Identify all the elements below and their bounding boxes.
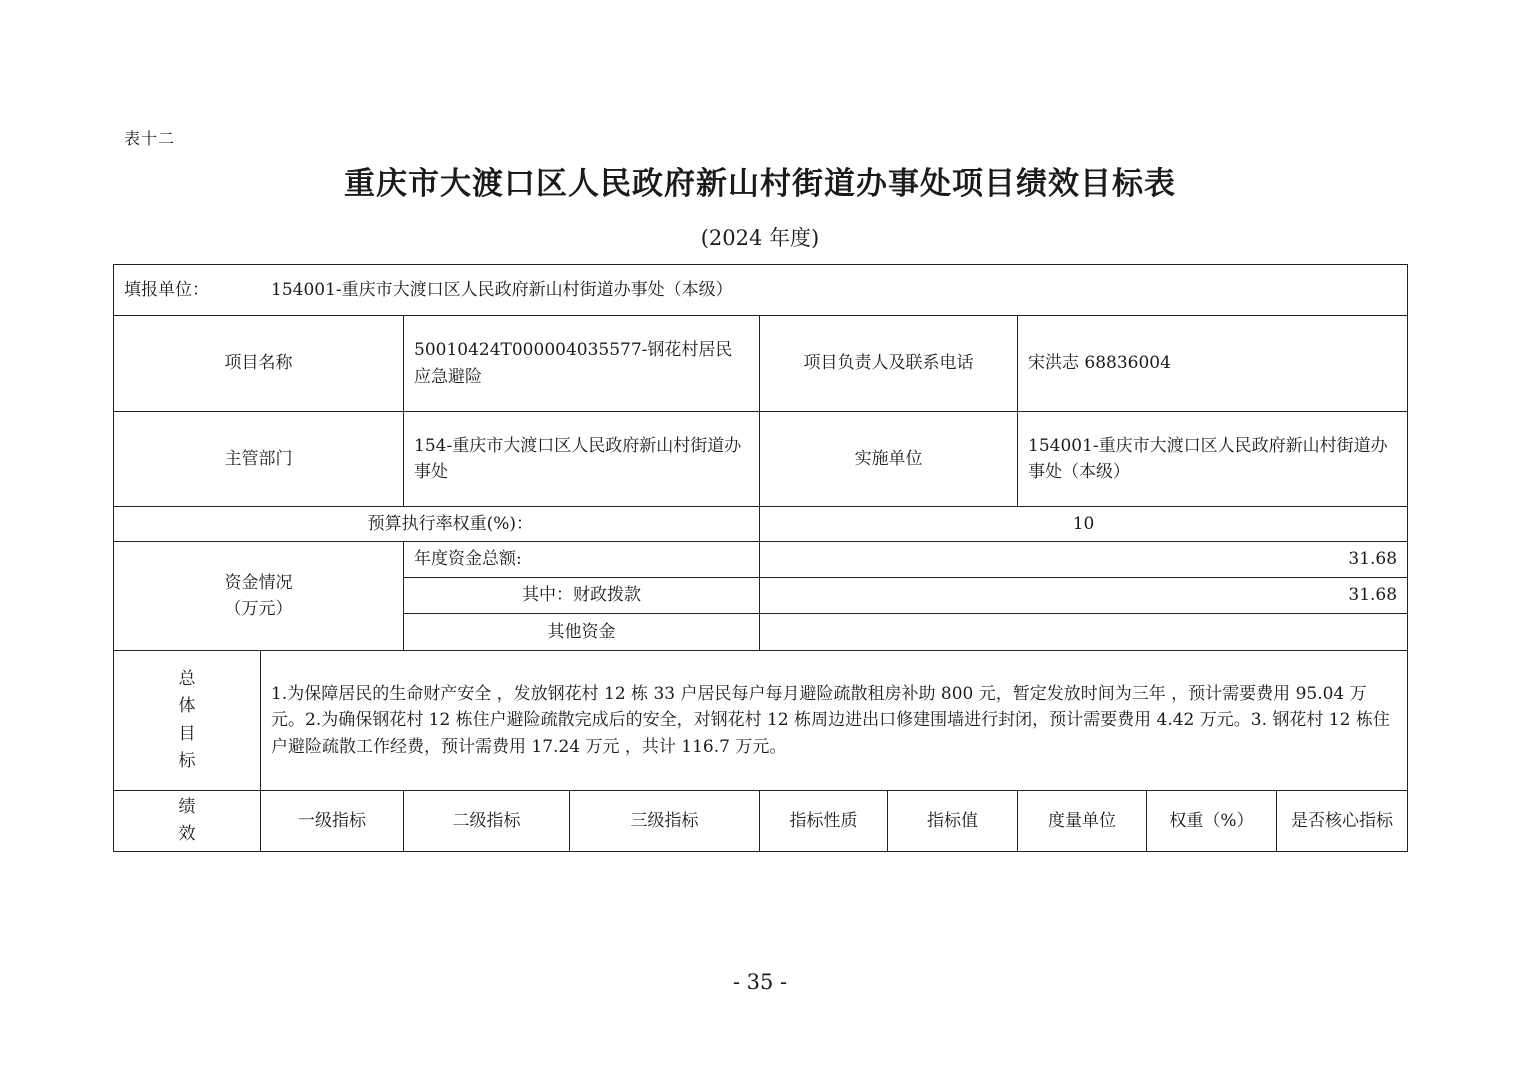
fill-unit-row bbox=[114, 265, 1408, 316]
document-year: (2024 年度) bbox=[700, 226, 820, 250]
department-row bbox=[114, 412, 1408, 507]
fill-unit-label: 填报单位： bbox=[124, 279, 209, 300]
overall-goal-row bbox=[114, 651, 1408, 791]
annual-total-label: 年度资金总额: bbox=[404, 542, 760, 578]
impl-label: 实施单位 bbox=[760, 412, 1018, 507]
fill-unit-cell bbox=[114, 265, 1408, 316]
budget-rate-value: 10 bbox=[760, 507, 1408, 542]
performance-label-cell bbox=[114, 791, 261, 852]
table-label: 表十二 bbox=[124, 129, 176, 148]
header-level1: 一级指标 bbox=[261, 791, 404, 852]
project-name-label: 项目名称 bbox=[114, 316, 404, 412]
fiscal-label: 其中：财政拨款 bbox=[404, 578, 760, 614]
project-name-row bbox=[114, 316, 1408, 412]
header-unit: 度量单位 bbox=[1018, 791, 1147, 852]
dept-label: 主管部门 bbox=[114, 412, 404, 507]
header-value: 指标值 bbox=[888, 791, 1018, 852]
overall-goal-label: 总体目标 bbox=[178, 669, 196, 771]
contact-value: 宋洪志 68836004 bbox=[1018, 316, 1408, 412]
page-number: - 35 - bbox=[732, 970, 788, 994]
project-name-value: 50010424T000004035577-钢花村居民应急避险 bbox=[404, 316, 760, 412]
funds-label bbox=[114, 542, 404, 651]
budget-rate-row bbox=[114, 507, 1408, 542]
header-level3: 三级指标 bbox=[570, 791, 760, 852]
header-weight: 权重（%） bbox=[1147, 791, 1277, 852]
budget-rate-label: 预算执行率权重(%)： bbox=[114, 507, 760, 542]
performance-goal-table bbox=[113, 264, 1408, 852]
other-funds-label: 其他资金 bbox=[404, 614, 760, 651]
fill-unit-value: 154001-重庆市大渡口区人民政府新山村街道办事处（本级） bbox=[271, 279, 733, 300]
header-core: 是否核心指标 bbox=[1277, 791, 1408, 852]
header-nature: 指标性质 bbox=[760, 791, 888, 852]
indicator-header-row bbox=[114, 791, 1408, 852]
performance-label: 绩效 bbox=[178, 796, 196, 844]
fiscal-value: 31.68 bbox=[760, 578, 1408, 614]
impl-value: 154001-重庆市大渡口区人民政府新山村街道办事处（本级） bbox=[1018, 412, 1408, 507]
annual-total-value: 31.68 bbox=[760, 542, 1408, 578]
document-title: 重庆市大渡口区人民政府新山村街道办事处项目绩效目标表 bbox=[344, 166, 1176, 202]
overall-goal-text: 1.为保障居民的生命财产安全 ，发放钢花村 12 栋 33 户居民每户每月避险疏散租房补助 800 元，暂定发放时间为三年 ，预计需要费用 95.04 万元。2.为确保钢花村 12 栋住户避险疏散完成后的安全，对钢花村 12 栋周边进出口修建围墙进行封闭，预计需要费用 4.42 万元。3. 钢花村 12 栋住户避险疏散工作经费，预计需费用 17.24 万元 ，共计 116.7 万元。 bbox=[261, 651, 1408, 791]
overall-goal-label-cell bbox=[114, 651, 261, 791]
header-level2: 二级指标 bbox=[404, 791, 570, 852]
other-funds-value bbox=[760, 614, 1408, 651]
funds-label-line1: 资金情况 bbox=[224, 572, 293, 593]
funds-label-line2: （万元） bbox=[224, 599, 293, 619]
contact-label: 项目负责人及联系电话 bbox=[760, 316, 1018, 412]
annual-total-row bbox=[114, 542, 1408, 578]
dept-value: 154-重庆市大渡口区人民政府新山村街道办事处 bbox=[404, 412, 760, 507]
